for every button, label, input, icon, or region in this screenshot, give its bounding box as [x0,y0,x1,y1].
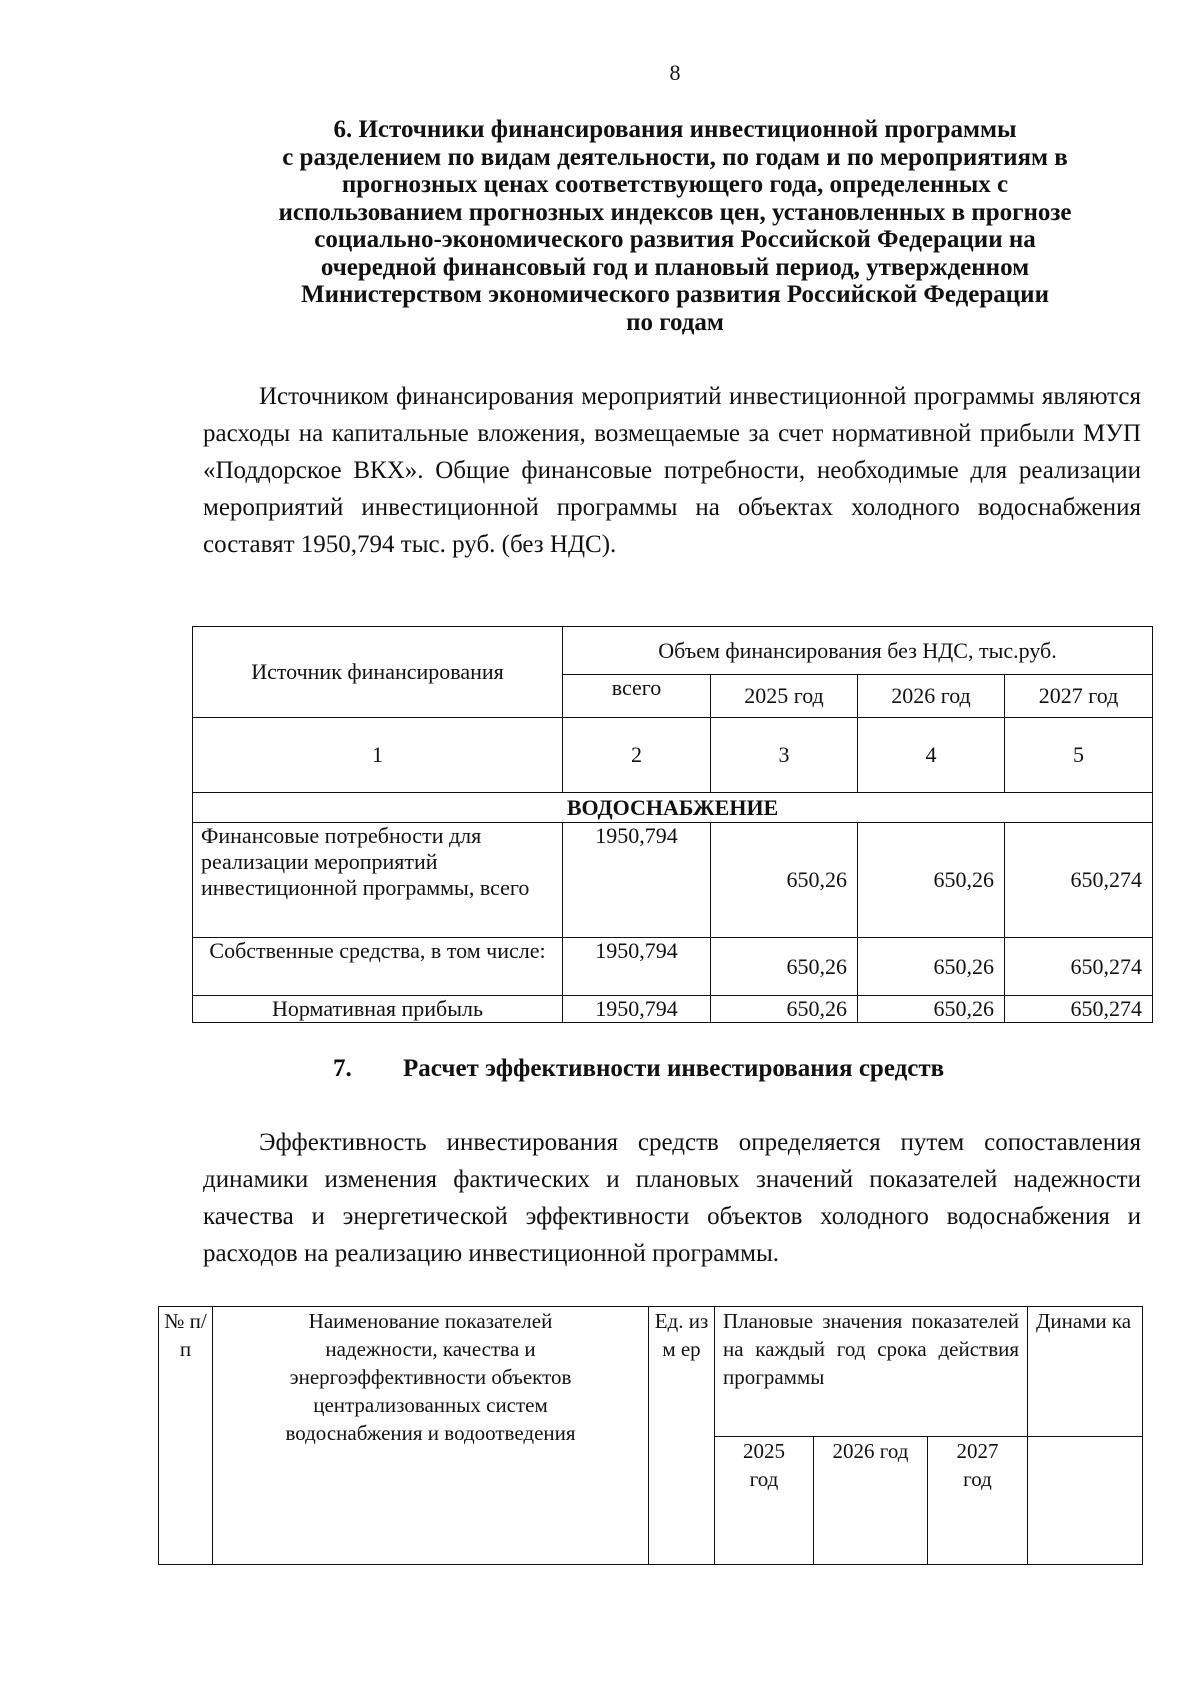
title-line: очередной финансовый год и плановый период, утвержденном [320,253,1030,281]
empty-cell [1028,1437,1143,1565]
year-header: 2027 год [928,1437,1028,1565]
col-number: 5 [1005,718,1153,793]
indicators-table [158,1306,1143,1565]
row-2025: 650,26 [711,823,858,938]
financing-table [192,626,1153,1023]
row-name: Финансовые потребности для реализации мероприятий инвестиционной программы, всего [193,823,563,938]
year-header: 2025 год [715,1437,814,1565]
row-2027: 650,274 [1005,938,1153,996]
section-title: Расчет эффективности инвестирования средств [403,1055,945,1082]
paragraph-text: Эффективность инвестирования средств определяется путем сопоставления динамики изменения фактических и плановых значений показателей надежности качества и энергетической эффективности объектов холодного водоснабжения и расходов на реализацию инвестиционной программы. [203,1129,1141,1267]
col-number: 2 [563,718,711,793]
header-year: 2026 год [858,675,1005,718]
title-line: Министерством экономического развития Российской Федерации [301,281,1049,308]
row-2027: 650,274 [1005,996,1153,1023]
header-volume: Объем финансирования без НДС, тыс.руб. [563,627,1153,675]
title-line: 6. Источники финансирования инвестиционной программы [333,116,1017,143]
year-header: 2026 год [814,1437,928,1565]
title-line: по годам [626,308,724,336]
title-line: прогнозных ценах соответствующего года, определенных с [341,171,1009,198]
col-dynamics-header: Динами ка [1028,1307,1143,1437]
col-unit-header: Ед. изм ер [649,1307,715,1565]
title-line: использованием прогнозных индексов цен, установленных в прогнозе [278,198,1072,226]
row-2027: 650,274 [1005,823,1153,938]
row-2026: 650,26 [858,996,1005,1023]
row-2026: 650,26 [858,938,1005,996]
section-number: 7. [333,1055,352,1082]
col-number: 1 [193,718,563,793]
col-number: 4 [858,718,1005,793]
row-total: 1950,794 [563,938,711,996]
header-year: 2027 год [1005,675,1153,718]
title-line: с разделением по видам деятельности, по годам и по мероприятиям в [282,143,1068,171]
row-2025: 650,26 [711,996,858,1023]
header-total: всего [563,675,711,718]
table-row [193,938,1153,996]
row-2026: 650,26 [858,823,1005,938]
row-name: Нормативная прибыль [193,996,563,1023]
section-label: ВОДОСНАБЖЕНИЕ [193,793,1153,823]
financing-paragraph [203,378,1141,563]
table-row [193,823,1153,938]
title-line: социально-экономического развития Российской Федерации на [314,226,1036,253]
header-source: Источник финансирования [193,627,563,718]
col-planned-header: Плановые значения показателей на каждый год срока действия программы [715,1307,1028,1437]
col-num-header: № п/ п [159,1307,213,1565]
col-name-header: Наименование показателей надежности, качества и энергоэффективности объектов централизованных систем водоснабжения и водоотведения [213,1307,649,1565]
row-2025: 650,26 [711,938,858,996]
row-total: 1950,794 [563,823,711,938]
paragraph-text: Источником финансирования мероприятий инвестиционной программы являются расходы на капитальные вложения, возмещаемые за счет нормативной прибыли МУП «Поддорское ВКХ». Общие финансовые потребности, необходимые для реализации мероприятий инвестиционной программы на объектах холодного водоснабжения составят 1950,794 тыс. руб. (без НДС). [203,383,1141,558]
section-7-title [333,1055,944,1083]
page-number: 8 [669,60,681,85]
row-total: 1950,794 [563,996,711,1023]
header-year: 2025 год [711,675,858,718]
section-6-title [200,116,1150,336]
table-row [193,996,1153,1023]
row-name: Собственные средства, в том числе: [193,938,563,996]
col-number: 3 [711,718,858,793]
efficiency-paragraph [203,1124,1141,1272]
